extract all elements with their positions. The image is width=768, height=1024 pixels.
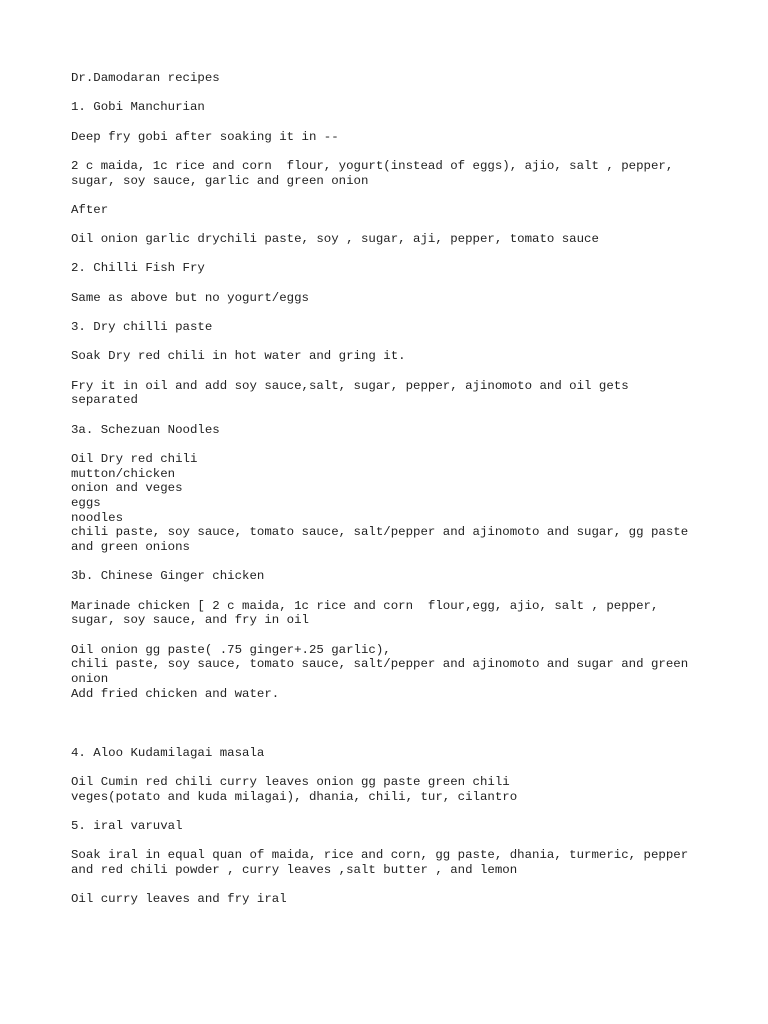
text-line: Soak Dry red chili in hot water and gring it. bbox=[71, 349, 406, 364]
text-line: Same as above but no yogurt/eggs bbox=[71, 290, 309, 305]
text-line: sugar, soy sauce, and fry in oil bbox=[71, 613, 309, 628]
text-line: noodles bbox=[71, 510, 124, 525]
recipe-paragraph bbox=[71, 892, 731, 907]
text-line: chili paste, soy sauce, tomato sauce, salt/pepper and ajinomoto and sugar and green bbox=[71, 657, 689, 672]
text-line: After bbox=[71, 202, 109, 217]
text-line: sugar, soy sauce, garlic and green onion bbox=[71, 173, 369, 188]
recipe-heading-aloo-kudamilagai-masala: 4. Aloo Kudamilagai masala bbox=[71, 745, 265, 760]
recipe-heading-gobi-manchurian: 1. Gobi Manchurian bbox=[71, 100, 205, 115]
text-line: separated bbox=[71, 393, 138, 408]
text-line: Oil Dry red chili bbox=[71, 451, 198, 466]
text-line: chili paste, soy sauce, tomato sauce, salt/pepper and ajinomoto and sugar, gg paste bbox=[71, 525, 689, 540]
recipe-paragraph bbox=[71, 159, 731, 188]
text-line: Marinade chicken [ 2 c maida, 1c rice and corn flour,egg, ajio, salt , pepper, bbox=[71, 598, 659, 613]
recipe-paragraph bbox=[71, 643, 731, 702]
recipe-heading-chilli-fish-fry: 2. Chilli Fish Fry bbox=[71, 261, 205, 276]
recipe-paragraph bbox=[71, 848, 731, 877]
recipe-heading-dry-chilli-paste: 3. Dry chilli paste bbox=[71, 320, 213, 335]
recipe-heading-iral-varuval: 5. iral varuval bbox=[71, 818, 183, 833]
text-line: 2 c maida, 1c rice and corn flour, yogurt(instead of eggs), ajio, salt , pepper, bbox=[71, 158, 674, 173]
recipe-paragraph bbox=[71, 130, 731, 145]
text-line: onion and veges bbox=[71, 481, 183, 496]
text-line: Oil onion garlic drychili paste, soy , sugar, aji, pepper, tomato sauce bbox=[71, 232, 599, 247]
section-gap bbox=[71, 716, 731, 745]
text-line: Oil onion gg paste( .75 ginger+.25 garlic), bbox=[71, 642, 391, 657]
document-title: Dr.Damodaran recipes bbox=[71, 71, 220, 85]
text-line: Oil curry leaves and fry iral bbox=[71, 892, 287, 907]
recipe-paragraph bbox=[71, 599, 731, 628]
text-line: mutton/chicken bbox=[71, 466, 176, 481]
recipe-paragraph bbox=[71, 379, 731, 408]
text-line: eggs bbox=[71, 496, 101, 511]
recipe-heading-schezuan-noodles: 3a. Schezuan Noodles bbox=[71, 422, 220, 437]
recipe-paragraph bbox=[71, 232, 731, 247]
text-line: and green onions bbox=[71, 540, 190, 555]
text-line: Oil Cumin red chili curry leaves onion gg paste green chili bbox=[71, 774, 510, 789]
recipe-paragraph bbox=[71, 203, 731, 218]
text-line: veges(potato and kuda milagai), dhania, chili, tur, cilantro bbox=[71, 789, 518, 804]
text-line: Add fried chicken and water. bbox=[71, 686, 280, 701]
recipe-paragraph bbox=[71, 349, 731, 364]
recipe-document bbox=[71, 71, 731, 921]
recipe-paragraph bbox=[71, 452, 731, 555]
text-line: Deep fry gobi after soaking it in -- bbox=[71, 129, 339, 144]
text-line: Soak iral in equal quan of maida, rice and corn, gg paste, dhania, turmeric, pepper bbox=[71, 848, 689, 863]
recipe-heading-chinese-ginger-chicken: 3b. Chinese Ginger chicken bbox=[71, 569, 265, 584]
text-line: onion bbox=[71, 672, 109, 687]
recipe-paragraph bbox=[71, 775, 731, 804]
text-line: and red chili powder , curry leaves ,salt butter , and lemon bbox=[71, 862, 518, 877]
text-line: Fry it in oil and add soy sauce,salt, sugar, pepper, ajinomoto and oil gets bbox=[71, 378, 629, 393]
recipe-paragraph bbox=[71, 291, 731, 306]
